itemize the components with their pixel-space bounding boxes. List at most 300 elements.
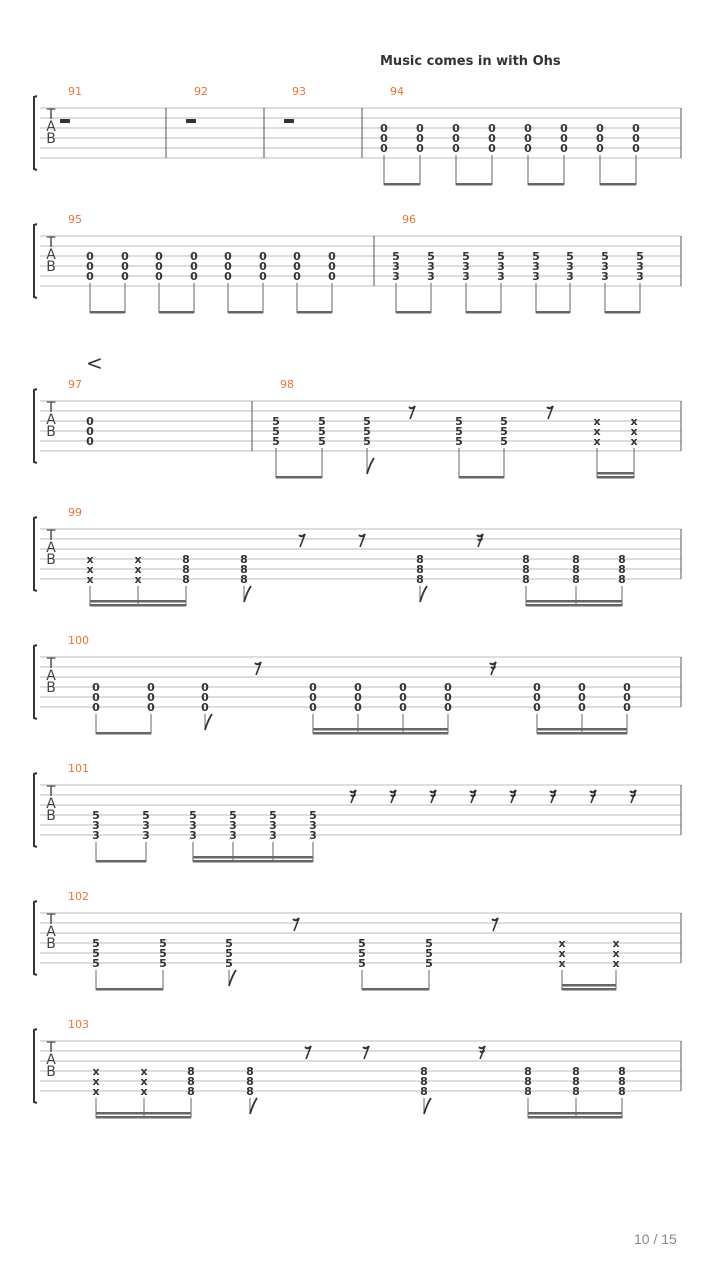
fret-number: 5 (159, 947, 167, 960)
fret-number: 5 (272, 425, 280, 438)
note-flag (250, 1098, 257, 1114)
fret-number: 0 (488, 142, 496, 155)
beam (384, 183, 420, 186)
fret-number: 0 (201, 681, 209, 694)
fret-number: 3 (189, 819, 197, 832)
fret-number: 0 (155, 270, 163, 283)
fret-number: 3 (497, 270, 505, 283)
fret-number: 0 (623, 701, 631, 714)
dead-note: x (134, 553, 142, 566)
beam (96, 988, 163, 991)
fret-number: 3 (566, 260, 574, 273)
dead-note: x (630, 415, 638, 428)
fret-number: 5 (92, 937, 100, 950)
fret-number: 0 (309, 681, 317, 694)
fret-number: 0 (92, 681, 100, 694)
fret-number: 0 (399, 701, 407, 714)
system-bracket (34, 224, 37, 298)
fret-number: 5 (189, 809, 197, 822)
fret-number: 5 (500, 425, 508, 438)
fret-number: 0 (86, 425, 94, 438)
dead-note: x (558, 947, 566, 960)
tab-clef-letter: T (46, 1040, 56, 1056)
fret-number: 0 (578, 691, 586, 704)
crescendo-mark: < (86, 351, 103, 375)
system-6 (34, 762, 681, 863)
fret-number: 3 (636, 260, 644, 273)
fret-number: 0 (399, 691, 407, 704)
dead-note: x (612, 957, 620, 970)
fret-number: 0 (380, 122, 388, 135)
fret-number: 8 (618, 1085, 626, 1098)
fret-number: 3 (462, 270, 470, 283)
beam (396, 311, 431, 314)
beam (466, 311, 501, 314)
dead-note: x (630, 435, 638, 448)
measure-number: 96 (402, 213, 416, 226)
fret-number: 5 (92, 809, 100, 822)
fret-number: 8 (187, 1065, 195, 1078)
fret-number: 0 (524, 132, 532, 145)
beam (96, 860, 146, 863)
note-flag (244, 586, 251, 602)
fret-number: 5 (229, 809, 237, 822)
fret-number: 8 (618, 553, 626, 566)
system-7 (34, 890, 681, 991)
fret-number: 3 (392, 260, 400, 273)
note-flag (229, 970, 236, 986)
beam (362, 988, 429, 991)
fret-number: 0 (155, 260, 163, 273)
rest-flag (390, 790, 396, 792)
fret-number: 0 (259, 260, 267, 273)
fret-number: 0 (190, 270, 198, 283)
fret-number: 5 (500, 435, 508, 448)
fret-number: 0 (444, 691, 452, 704)
system-bracket (34, 517, 37, 591)
fret-number: 8 (240, 553, 248, 566)
dead-note: x (140, 1075, 148, 1088)
fret-number: 8 (240, 563, 248, 576)
fret-number: 0 (309, 691, 317, 704)
measure-number: 103 (68, 1018, 89, 1031)
beam (90, 311, 125, 314)
measure-number: 102 (68, 890, 89, 903)
beam-secondary (562, 984, 616, 987)
fret-number: 5 (497, 250, 505, 263)
fret-number: 3 (497, 260, 505, 273)
system-bracket (34, 1029, 37, 1103)
rest-flag (409, 406, 415, 408)
fret-number: 0 (596, 142, 604, 155)
dead-note: x (134, 563, 142, 576)
fret-number: 8 (522, 553, 530, 566)
tab-clef-letter: T (46, 784, 56, 800)
fret-number: 0 (201, 701, 209, 714)
measure-number: 99 (68, 506, 82, 519)
fret-number: 0 (380, 142, 388, 155)
tab-clef-letter: T (46, 235, 56, 251)
fret-number: 5 (318, 425, 326, 438)
fret-number: 0 (147, 691, 155, 704)
fret-number: 0 (416, 142, 424, 155)
tab-clef-letter: A (46, 540, 56, 556)
fret-number: 5 (142, 809, 150, 822)
fret-number: 8 (618, 573, 626, 586)
note-flag (367, 458, 374, 474)
fret-number: 0 (632, 132, 640, 145)
dead-note: x (612, 947, 620, 960)
fret-number: 0 (354, 681, 362, 694)
fret-number: 0 (578, 701, 586, 714)
fret-number: 0 (121, 250, 129, 263)
fret-number: 0 (416, 122, 424, 135)
dead-note: x (593, 435, 601, 448)
fret-number: 0 (632, 122, 640, 135)
dead-note: x (593, 415, 601, 428)
tab-clef-letter: T (46, 912, 56, 928)
tab-clef-letter: B (46, 936, 56, 952)
dead-note: x (92, 1065, 100, 1078)
fret-number: 5 (159, 957, 167, 970)
fret-number: 5 (455, 415, 463, 428)
beam (313, 732, 448, 735)
dead-note: x (86, 573, 94, 586)
fret-number: 0 (488, 122, 496, 135)
beam (528, 1116, 622, 1119)
fret-number: 0 (224, 270, 232, 283)
rest-flag (547, 406, 553, 408)
fret-number: 0 (121, 270, 129, 283)
rest-flag (470, 790, 476, 792)
tab-clef-letter: B (46, 552, 56, 568)
fret-number: 5 (392, 250, 400, 263)
rest-flag (293, 918, 299, 920)
fret-number: 5 (358, 957, 366, 970)
fret-number: 8 (572, 573, 580, 586)
fret-number: 0 (147, 701, 155, 714)
fret-number: 0 (293, 250, 301, 263)
fret-number: 5 (272, 435, 280, 448)
fret-number: 0 (444, 681, 452, 694)
fret-number: 0 (533, 701, 541, 714)
fret-number: 3 (636, 270, 644, 283)
system-bracket (34, 389, 37, 463)
rest-flag (550, 790, 556, 792)
fret-number: 0 (86, 260, 94, 273)
tab-clef-letter: B (46, 259, 56, 275)
fret-number: 3 (532, 270, 540, 283)
fret-number: 5 (225, 947, 233, 960)
fret-number: 0 (632, 142, 640, 155)
fret-number: 8 (416, 553, 424, 566)
tab-clef-letter: A (46, 119, 56, 135)
beam (193, 860, 313, 863)
system-1 (34, 85, 681, 186)
fret-number: 0 (524, 142, 532, 155)
fret-number: 0 (293, 270, 301, 283)
tab-clef-letter: A (46, 796, 56, 812)
rest-flag (255, 662, 261, 664)
tab-clef-letter: A (46, 412, 56, 428)
fret-number: 0 (452, 132, 460, 145)
fret-number: 0 (354, 701, 362, 714)
dead-note: x (140, 1065, 148, 1078)
fret-number: 3 (142, 819, 150, 832)
system-8 (34, 1018, 681, 1119)
beam (528, 183, 564, 186)
fret-number: 0 (293, 260, 301, 273)
fret-number: 5 (309, 809, 317, 822)
fret-number: 8 (420, 1065, 428, 1078)
fret-number: 0 (92, 691, 100, 704)
beam-secondary (96, 1112, 191, 1115)
beam (276, 476, 322, 479)
beam-secondary (597, 472, 634, 475)
whole-rest (60, 119, 70, 123)
fret-number: 3 (462, 260, 470, 273)
fret-number: 3 (92, 819, 100, 832)
fret-number: 0 (190, 250, 198, 263)
beam-secondary (313, 728, 448, 731)
fret-number: 8 (420, 1075, 428, 1088)
fret-number: 3 (229, 819, 237, 832)
measure-number: 97 (68, 378, 82, 391)
tab-clef-letter: A (46, 668, 56, 684)
beam (159, 311, 194, 314)
rest-flag (430, 790, 436, 792)
system-bracket (34, 645, 37, 719)
beam (537, 732, 627, 735)
fret-number: 3 (269, 819, 277, 832)
fret-number: 5 (425, 957, 433, 970)
fret-number: 8 (187, 1085, 195, 1098)
fret-number: 3 (309, 829, 317, 842)
tab-clef-letter: B (46, 808, 56, 824)
rest-flag (492, 918, 498, 920)
fret-number: 8 (522, 573, 530, 586)
fret-number: 0 (578, 681, 586, 694)
fret-number: 8 (522, 563, 530, 576)
beam-secondary (528, 1112, 622, 1115)
tab-clef-letter: A (46, 1052, 56, 1068)
measure-number: 98 (280, 378, 294, 391)
fret-number: 8 (524, 1085, 532, 1098)
fret-number: 0 (399, 681, 407, 694)
fret-number: 5 (225, 957, 233, 970)
fret-number: 0 (224, 260, 232, 273)
fret-number: 0 (596, 132, 604, 145)
measure-number: 91 (68, 85, 82, 98)
fret-number: 0 (524, 122, 532, 135)
dead-note: x (86, 553, 94, 566)
fret-number: 3 (229, 829, 237, 842)
tab-clef-letter: B (46, 680, 56, 696)
tab-clef-letter: T (46, 107, 56, 123)
fret-number: 5 (425, 937, 433, 950)
fret-number: 5 (462, 250, 470, 263)
fret-number: 5 (532, 250, 540, 263)
fret-number: 5 (636, 250, 644, 263)
rest-flag (359, 534, 365, 536)
fret-number: 8 (618, 1065, 626, 1078)
fret-number: 0 (533, 691, 541, 704)
fret-number: 5 (225, 937, 233, 950)
fret-number: 3 (309, 819, 317, 832)
fret-number: 0 (416, 132, 424, 145)
fret-number: 8 (246, 1065, 254, 1078)
fret-number: 8 (572, 553, 580, 566)
fret-number: 0 (190, 260, 198, 273)
rest-flag (490, 662, 496, 664)
beam (562, 988, 616, 991)
rest-flag (510, 790, 516, 792)
fret-number: 0 (86, 270, 94, 283)
beam (297, 311, 332, 314)
fret-number: 0 (328, 250, 336, 263)
tab-clef-letter: B (46, 424, 56, 440)
rest-flag (299, 534, 305, 536)
fret-number: 8 (246, 1085, 254, 1098)
beam (90, 604, 186, 607)
dead-note: x (92, 1085, 100, 1098)
fret-number: 0 (121, 260, 129, 273)
fret-number: 0 (147, 681, 155, 694)
fret-number: 5 (318, 435, 326, 448)
note-flag (205, 714, 212, 730)
dead-note: x (140, 1085, 148, 1098)
fret-number: 0 (86, 415, 94, 428)
fret-number: 0 (560, 122, 568, 135)
fret-number: 5 (269, 809, 277, 822)
fret-number: 8 (572, 1065, 580, 1078)
fret-number: 5 (92, 957, 100, 970)
fret-number: 8 (572, 563, 580, 576)
measure-number: 93 (292, 85, 306, 98)
fret-number: 0 (444, 701, 452, 714)
fret-number: 8 (182, 573, 190, 586)
tab-clef-letter: A (46, 924, 56, 940)
fret-number: 5 (159, 937, 167, 950)
tab-clef-letter: B (46, 131, 56, 147)
fret-number: 8 (246, 1075, 254, 1088)
fret-number: 0 (560, 142, 568, 155)
fret-number: 5 (272, 415, 280, 428)
measure-number: 94 (390, 85, 404, 98)
fret-number: 0 (623, 691, 631, 704)
dead-note: x (558, 957, 566, 970)
fret-number: 0 (380, 132, 388, 145)
system-3 (34, 378, 681, 479)
dead-note: x (86, 563, 94, 576)
fret-number: 8 (182, 563, 190, 576)
fret-number: 5 (358, 947, 366, 960)
fret-number: 0 (155, 250, 163, 263)
fret-number: 8 (618, 1075, 626, 1088)
fret-number: 0 (92, 701, 100, 714)
fret-number: 8 (420, 1085, 428, 1098)
dead-note: x (612, 937, 620, 950)
system-bracket (34, 96, 37, 170)
fret-number: 8 (416, 563, 424, 576)
fret-number: 5 (601, 250, 609, 263)
fret-number: 0 (309, 701, 317, 714)
system-4 (34, 506, 681, 607)
dead-note: x (558, 937, 566, 950)
fret-number: 0 (623, 681, 631, 694)
fret-number: 0 (259, 250, 267, 263)
fret-number: 3 (566, 270, 574, 283)
tab-clef-letter: A (46, 247, 56, 263)
fret-number: 0 (86, 435, 94, 448)
fret-number: 0 (488, 132, 496, 145)
measure-number: 92 (194, 85, 208, 98)
fret-number: 3 (142, 829, 150, 842)
fret-number: 0 (533, 681, 541, 694)
fret-number: 5 (92, 947, 100, 960)
dead-note: x (593, 425, 601, 438)
beam (597, 476, 634, 479)
fret-number: 8 (618, 563, 626, 576)
fret-number: 0 (596, 122, 604, 135)
system-5 (34, 634, 681, 735)
fret-number: 3 (427, 270, 435, 283)
fret-number: 8 (182, 553, 190, 566)
note-flag (420, 586, 427, 602)
tab-clef-letter: T (46, 656, 56, 672)
system-bracket (34, 773, 37, 847)
fret-number: 5 (427, 250, 435, 263)
fret-number: 3 (189, 829, 197, 842)
beam (459, 476, 504, 479)
system-2 (34, 213, 681, 314)
fret-number: 8 (572, 1075, 580, 1088)
fret-number: 5 (455, 435, 463, 448)
whole-rest (186, 119, 196, 123)
tab-clef-letter: B (46, 1064, 56, 1080)
fret-number: 0 (259, 270, 267, 283)
fret-number: 3 (601, 260, 609, 273)
fret-number: 5 (363, 415, 371, 428)
rest-flag (479, 1046, 485, 1048)
beam-secondary (90, 600, 186, 603)
beam (96, 732, 151, 735)
rest-flag (630, 790, 636, 792)
fret-number: 5 (363, 435, 371, 448)
fret-number: 5 (318, 415, 326, 428)
fret-number: 8 (416, 573, 424, 586)
system-bracket (34, 901, 37, 975)
fret-number: 3 (427, 260, 435, 273)
whole-rest (284, 119, 294, 123)
rest-flag (590, 790, 596, 792)
fret-number: 8 (524, 1065, 532, 1078)
rest-flag (363, 1046, 369, 1048)
beam (456, 183, 492, 186)
fret-number: 5 (425, 947, 433, 960)
dead-note: x (630, 425, 638, 438)
beam (536, 311, 570, 314)
fret-number: 3 (532, 260, 540, 273)
fret-number: 8 (572, 1085, 580, 1098)
tab-clef-letter: T (46, 528, 56, 544)
beam (605, 311, 640, 314)
fret-number: 0 (452, 122, 460, 135)
fret-number: 0 (86, 250, 94, 263)
page-number: 10 / 15 (634, 1231, 677, 1247)
dead-note: x (134, 573, 142, 586)
fret-number: 5 (566, 250, 574, 263)
